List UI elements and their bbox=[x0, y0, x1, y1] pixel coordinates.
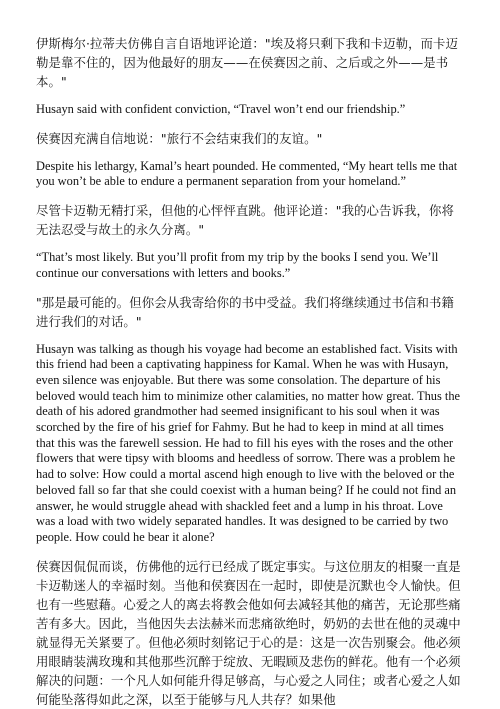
english-paragraph: Despite his lethargy, Kamal’s heart pounded. He commented, “My heart tells me that you won’t be able to endure a permanent separation from your homeland.” bbox=[36, 158, 458, 189]
english-paragraph: “That’s most likely. But you’ll profit from my trip by the books I send you. We’ll continue our conversations with letters and books.” bbox=[36, 250, 439, 280]
chinese-paragraph: 侯赛因充满自信地说："旅行不会结束我们的友谊。" bbox=[36, 130, 323, 146]
english-paragraph: Husayn said with confident conviction, “Travel won’t end our friendship.” bbox=[36, 102, 406, 116]
chinese-paragraph: 尽管卡迈勒无精打采，但他的心怦怦直跳。他评论道："我的心告诉我，你将无法忍受与故土的永久分离。" bbox=[36, 203, 454, 238]
chinese-paragraph: "那是最可能的。但你会从我寄给你的书中受益。我们将继续通过书信和书籍进行我们的对话。" bbox=[36, 294, 454, 329]
english-paragraph: Husayn was talking as though his voyage had become an established fact. Visits with this friend had been a captivating happiness for Kamal. When he was with Husayn, even silence was enjoyable. But there was some consolation. The departure of his beloved would teach him to minimize other calamities, no matter how great. Thus the death of his adored grandmother had seemed insignificant to his soul when it was scorched by the fire of his grief for Fahmy. But he had to keep in mind at all times that this was the farewell session. He had to fill his eyes with the roses and the other flowers that were tipsy with blooms and heedless of sorrow. There was a problem he had to solve: How could a mortal ascend high enough to live with the beloved or the beloved fall so far that she could coexist with a human being? If he could not find an answer, he would struggle ahead with shackled feet and a lump in his throat. Love was a load with two widely separated handles. It was designed to be carried by two people. How could he bear it alone? bbox=[36, 341, 461, 544]
document-page bbox=[36, 34, 464, 709]
chinese-paragraph: 侯赛因侃侃而谈，仿佛他的远行已经成了既定事实。与这位朋友的相聚一直是卡迈勒迷人的幸福时刻。当他和侯赛因在一起时，即使是沉默也令人愉快。但也有一些慰藉。心爱之人的离去将教会他如何去减轻其他的痛苦，无论那些痛苦有多大。因此，当他因失去法赫米而悲痛欲绝时，奶奶的去世在他的灵魂中就显得无关紧要了。但他必须时刻铭记于心的是：这是一次告别聚会。他必须用眼睛装满玫瑰和其他那些沉醉于绽放、无暇顾及悲伤的鲜花。他有一个必须解决的问题：一个凡人如何能升得足够高，与心爱之人同住；或者心爱之人如何能坠落得如此之深，以至于能够与凡人共存？如果他 bbox=[36, 558, 461, 707]
chinese-paragraph: 伊斯梅尔·拉蒂夫仿佛自言自语地评论道："埃及将只剩下我和卡迈勒，而卡迈勒是靠不住的，因为他最好的朋友——在侯赛因之前、之后或之外——是书本。" bbox=[36, 36, 459, 89]
